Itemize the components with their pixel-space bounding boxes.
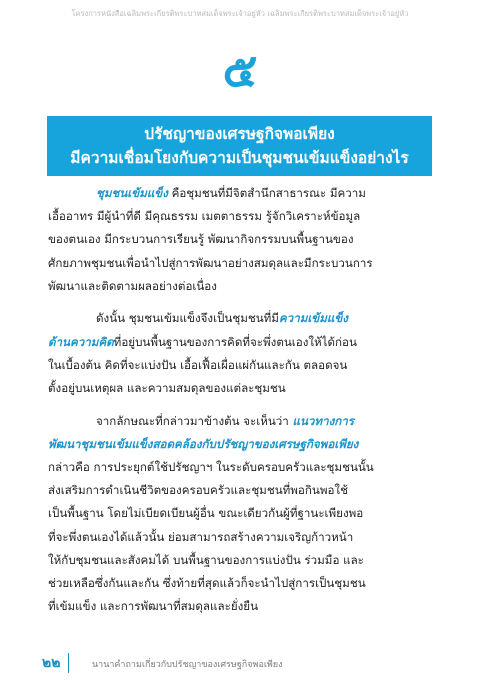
text-line: ช่วยเหลือซึ่งกันและกัน ซึ่งท้ายที่สุดแล้วก็จะนำไปสู่การเป็นชุมชน	[48, 576, 366, 590]
text-line	[48, 410, 433, 433]
text-line: เอื้ออาทร มีผู้นำที่ดี มีคุณธรรม เมตตาธรรม รู้จักวิเคราะห์ข้อมูล	[48, 209, 361, 224]
text-line: ที่จะพึ่งตนเองได้แล้วนั้น ย่อมสามารถสร้างความเจริญก้าวหน้า	[48, 529, 354, 544]
text-line	[48, 307, 433, 330]
text-line: ของตนเอง มีกระบวนการเรียนรู้ พัฒนากิจกรรมบนพื้นฐานของ	[48, 232, 354, 247]
text-line: ที่เข้มแข็ง และการพัฒนาที่สมดุลและยั่งยืน	[48, 599, 259, 614]
text-line: ส่งเสริมการดำเนินชีวิตของครอบครัวและชุมชนที่พอกินพอใช้	[48, 483, 348, 498]
text-span: คือชุมชนที่มีจิตสำนึกสาธารณะ มีความ	[167, 186, 366, 200]
text-line: เป็นพื้นฐาน โดยไม่เบียดเบียนผู้อื่น ขณะเดียวกันผู้ที่ฐานะเพียงพอ	[48, 506, 364, 521]
running-header: โครงการหนังสือเฉลิมพระเกียรติพระบาทสมเด็จพระเจ้าอยู่หัว เฉลิมพระเกียรติพระบาทสมเด็จพระเจ้าอยู่หัว	[71, 9, 409, 18]
text-line: ให้กับชุมชนและสังคมได้ บนพื้นฐานของการแบ่งปัน ร่วมมือ และ	[48, 552, 364, 567]
text-line	[48, 433, 433, 456]
text-line: ศักยภาพชุมชนเพื่อนำไปสู่การพัฒนาอย่างสมดุลและมีกระบวนการ	[48, 255, 373, 270]
text-span: ดังนั้น ชุมชนเข้มแข็งจึงเป็นชุมชนที่มี	[96, 311, 279, 326]
paragraph-2	[48, 307, 433, 400]
paragraph-1	[48, 182, 433, 298]
highlight-term: พัฒนาชุมชนเข้มแข็งสอดคล้องกับปรัชญาของเศรษฐกิจพอเพียง	[48, 436, 359, 451]
chapter-title-banner	[47, 116, 432, 176]
highlight-term: ด้านความคิด	[48, 334, 114, 349]
text-line: พัฒนาและติดตามผลอย่างต่อเนื่อง	[48, 278, 217, 293]
page-number: ๒๒	[42, 653, 69, 673]
text-line	[48, 331, 433, 354]
chapter-number: ๕	[222, 43, 258, 97]
highlight-term: แนวทางการ	[292, 413, 354, 428]
highlight-term: ชุมชนเข้มแข็ง	[96, 186, 168, 200]
text-span: จากลักษณะที่กล่าวมาข้างต้น จะเห็นว่า	[96, 413, 293, 428]
chapter-title-line-2: มีความเชื่อมโยงกับความเป็นชุมชนเข้มแข็งอย่างไร	[70, 149, 409, 167]
page-footer	[0, 650, 480, 680]
text-line: กล่าวคือ การประยุกต์ใช้ปรัชญาฯ ในระดับครอบครัวและชุมชนนั้น	[48, 460, 374, 475]
text-span: ที่อยู่บนพื้นฐานของการคิดที่จะพึ่งตนเองให้ได้ก่อน	[113, 334, 357, 349]
highlight-term: ความเข้มแข็ง	[278, 311, 348, 326]
text-line: ในเบื้องต้น คิดที่จะแบ่งปัน เอื้อเฟื้อเผื่อแผ่กันและกัน ตลอดจน	[48, 357, 348, 372]
chapter-title-line-1: ปรัชญาของเศรษฐกิจพอเพียง	[144, 125, 335, 143]
body-text	[48, 182, 433, 628]
text-line: ตั้งอยู่บนเหตุผล และความสมดุลของแต่ละชุมชน	[48, 381, 286, 395]
text-line	[48, 182, 433, 205]
paragraph-3	[48, 410, 433, 619]
book-title: นานาคำถามเกี่ยวกับปรัชญาของเศรษฐกิจพอเพียง	[92, 660, 283, 670]
